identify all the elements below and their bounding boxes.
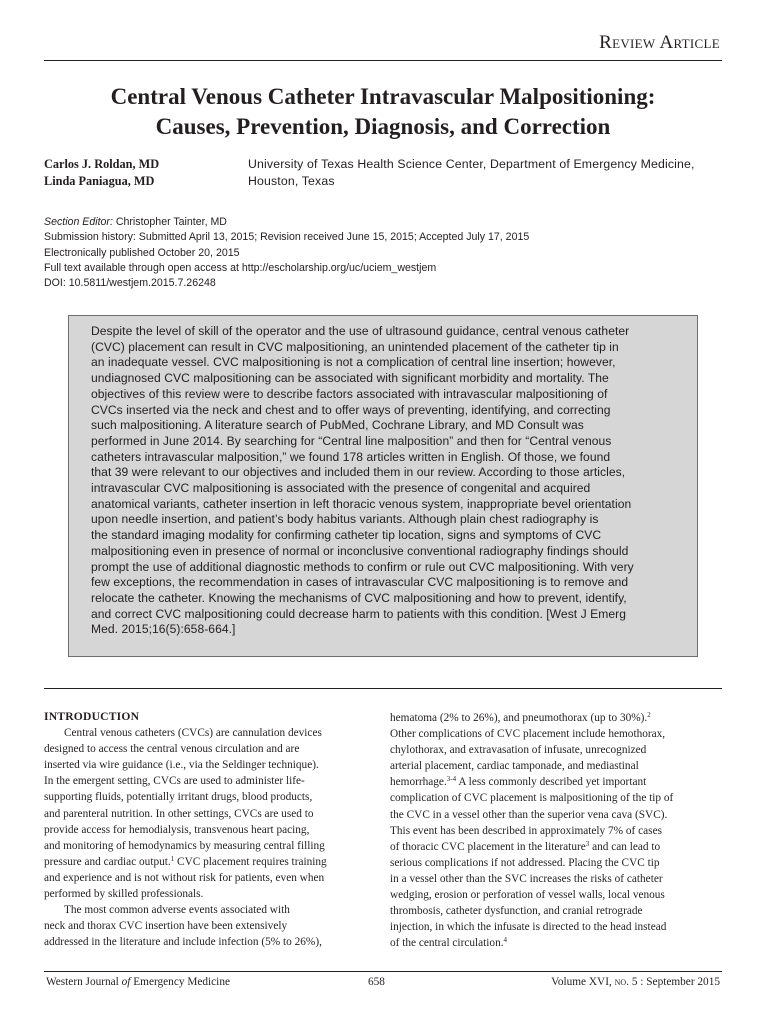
text-line: and can lead to bbox=[589, 840, 661, 853]
text-line: the CVC in a vessel other than the superior vena cava (SVC). bbox=[390, 808, 668, 821]
text-line: complication of CVC placement is malpositioning of the tip of bbox=[390, 792, 674, 805]
article-title bbox=[44, 82, 722, 142]
text-line: This event has been described in approximately 7% of cases bbox=[390, 824, 662, 837]
page-number: 658 bbox=[368, 976, 385, 988]
text-line: serious complications if not addressed. Placing the CVC tip bbox=[390, 856, 660, 869]
abstract-line: catheters intravascular malposition,” we found 178 articles written in English. Of those, we found bbox=[91, 449, 611, 464]
text-line: thrombosis, catheter dysfunction, and cranial retrograde bbox=[390, 905, 643, 918]
text-line: hemorrhage. bbox=[390, 776, 447, 789]
text-line: inserted via wire guidance (i.e., via the Seldinger technique). bbox=[44, 759, 319, 772]
footer-volume bbox=[551, 976, 720, 988]
abstract-line: CVCs inserted via the neck and chest and to offer ways of preventing, identifying, and correcting bbox=[91, 402, 611, 417]
abstract-line: performed in June 2014. By searching for “Central line malposition” and then for “Central venous bbox=[91, 433, 612, 448]
citation[interactable]: 1 bbox=[170, 854, 175, 863]
text-line: supporting fluids, potentially irritant drugs, blood products, bbox=[44, 791, 313, 804]
footer-journal bbox=[46, 976, 230, 988]
text-line: provide access for hemodialysis, transvenous heart pacing, bbox=[44, 823, 310, 836]
footer-rule bbox=[44, 971, 722, 972]
abstract-box bbox=[68, 315, 698, 657]
text-line: arterial placement, cardiac tamponade, and mediastinal bbox=[390, 760, 639, 773]
footer-journal-part: Emergency Medicine bbox=[130, 976, 230, 988]
text-line: performed by skilled professionals. bbox=[44, 888, 204, 901]
open-access-link[interactable]: Full text available through open access at http://escholarship.org/uc/uciem_westjem bbox=[44, 261, 437, 274]
body-column-right bbox=[390, 710, 714, 951]
section-label: Review Article bbox=[599, 32, 720, 53]
body-divider bbox=[44, 688, 722, 689]
abstract-line: malpositioning even in presence of normal or inconclusive conventional radiography findings should bbox=[91, 543, 629, 558]
abstract-line: undiagnosed CVC malpositioning can be associated with significant morbidity and mortality. The bbox=[91, 371, 609, 386]
text-line: wedging, erosion or perforation of vessel walls, local venous bbox=[390, 889, 665, 902]
text-line: of the central circulation. bbox=[390, 937, 504, 950]
footer-journal-of: of bbox=[121, 976, 131, 988]
abstract-line: anatomical variants, catheter insertion in left thoracic venous system, inappropriate bevel orientation bbox=[91, 496, 632, 511]
section-editor bbox=[44, 215, 529, 230]
submission-history: Submission history: Submitted April 13, 2015; Revision received June 15, 2015; Accepted July 17, 2015 bbox=[44, 231, 530, 244]
abstract-text bbox=[91, 324, 679, 638]
citation[interactable]: 4 bbox=[503, 936, 508, 945]
footer-volume-part: . 5 : September 2015 bbox=[626, 976, 720, 988]
published-date: Electronically published October 20, 2015 bbox=[44, 246, 240, 259]
text-line: and monitoring of hemodynamics by measuring central filling bbox=[44, 839, 325, 852]
abstract-line: upon needle insertion, and patient’s body habitus variants. Although plain chest radiography is bbox=[91, 512, 599, 527]
article-metadata bbox=[44, 215, 529, 291]
text-line: and parenteral nutrition. In other settings, CVCs are used to bbox=[44, 807, 314, 820]
text-line: neck and thorax CVC insertion have been extensively bbox=[44, 920, 288, 933]
citation[interactable]: 3 bbox=[585, 839, 590, 848]
section-editor-name: Christopher Tainter, MD bbox=[112, 216, 227, 228]
abstract-line: prompt the use of additional diagnostic methods to confirm or rule out CVC malpositioning. With very bbox=[91, 559, 634, 574]
text-line: hematoma (2% to 26%), and pneumothorax (up to 30%). bbox=[390, 712, 648, 724]
author-2: Linda Paniagua, MD bbox=[44, 174, 155, 188]
text-line: The most common adverse events associated with bbox=[64, 904, 290, 917]
abstract-line: (CVC) placement can result in CVC malpositioning, an unintended placement of the catheter tip in bbox=[91, 339, 619, 354]
text-line: and experience and is not without risk for patients, even when bbox=[44, 871, 325, 884]
text-line: pressure and cardiac output. bbox=[44, 855, 171, 868]
affiliation-line-1: University of Texas Health Science Center, Department of Emergency Medicine, bbox=[248, 157, 695, 171]
abstract-line: the standard imaging modality for confirming catheter tip location, signs and symptoms of CVC bbox=[91, 528, 602, 543]
doi[interactable]: DOI: 10.5811/westjem.2015.7.26248 bbox=[44, 277, 216, 290]
abstract-line: intravascular CVC malpositioning is associated with the presence of congenital and acquired bbox=[91, 481, 591, 496]
abstract-line: such malpositioning. A literature search of PubMed, Cochrane Library, and MD Consult was bbox=[91, 418, 584, 433]
paragraph bbox=[390, 710, 714, 951]
abstract-line: that 39 were relevant to our objectives and included them in our review. According to those articles, bbox=[91, 465, 626, 480]
abstract-line: few exceptions, the recommendation in cases of intravascular CVC malpositioning is to remove and bbox=[91, 575, 629, 590]
text-line: A less commonly described yet important bbox=[458, 776, 647, 789]
author-list bbox=[44, 156, 159, 190]
author-1: Carlos J. Roldan, MD bbox=[44, 157, 160, 171]
abstract-line: Despite the level of skill of the operator and the use of ultrasound guidance, central venous catheter bbox=[91, 324, 630, 338]
section-heading: INTRODUCTION bbox=[44, 710, 140, 723]
text-line: designed to access the central venous circulation and are bbox=[44, 743, 300, 756]
abstract-line: objectives of this review were to describe factors associated with intravascular malpositioning of bbox=[91, 386, 608, 401]
citation[interactable]: 3-4 bbox=[446, 775, 457, 784]
footer-volume-part: Volume XVI, bbox=[551, 976, 615, 988]
abstract-line: Med. 2015;16(5):658-664.] bbox=[91, 622, 236, 637]
text-line: In the emergent setting, CVCs are used to administer life- bbox=[44, 775, 305, 788]
text-line: of thoracic CVC placement in the literature bbox=[390, 840, 586, 853]
abstract-line: and correct CVC malpositioning could decrease harm to patients with this condition. [West J Emerg bbox=[91, 606, 626, 621]
abstract-line: relocate the catheter. Knowing the mechanisms of CVC malpositioning and how to prevent, identify, bbox=[91, 590, 627, 605]
abstract-line: an inadequate vessel. CVC malpositioning is not a complication of central line insertion; however, bbox=[91, 355, 616, 370]
footer-journal-part: Western Journal bbox=[46, 976, 122, 988]
text-line: chylothorax, and extravasation of infusate, unrecognized bbox=[390, 744, 647, 757]
citation[interactable]: 2 bbox=[647, 711, 651, 719]
footer-volume-no: no bbox=[614, 976, 627, 988]
title-line-2: Causes, Prevention, Diagnosis, and Correction bbox=[155, 114, 611, 139]
text-line: addressed in the literature and include infection (5% to 26%), bbox=[44, 936, 322, 949]
text-line: Central venous catheters (CVCs) are cannulation devices bbox=[64, 727, 322, 740]
text-line: CVC placement requires training bbox=[174, 855, 327, 868]
section-editor-label: Section Editor: bbox=[44, 216, 113, 228]
affiliation-line-2: Houston, Texas bbox=[248, 174, 335, 188]
header-rule bbox=[44, 60, 722, 61]
body-column-left bbox=[44, 709, 368, 950]
text-line: injection, in which the infusate is directed to the head instead bbox=[390, 921, 667, 934]
text-line: in a vessel other than the SVC increases the risks of catheter bbox=[390, 872, 663, 885]
title-line-1: Central Venous Catheter Intravascular Malpositioning: bbox=[110, 84, 656, 109]
text-line: Other complications of CVC placement include hemothorax, bbox=[390, 728, 666, 741]
affiliation bbox=[248, 156, 718, 190]
paragraph bbox=[44, 725, 368, 950]
